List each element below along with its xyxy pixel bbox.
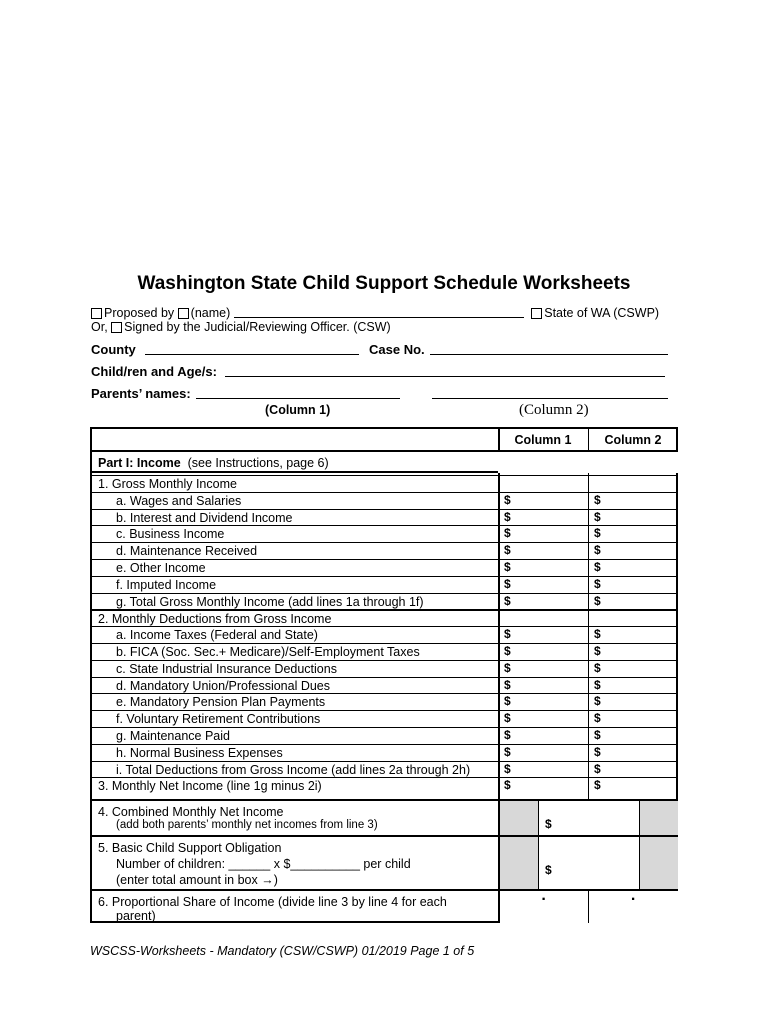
line2-item-row-col1-cell[interactable] (498, 711, 588, 728)
line4-dollar: $ (545, 817, 552, 831)
line2-item-row-col2-dollar: $ (594, 711, 601, 726)
name-field[interactable] (234, 305, 524, 318)
children-field[interactable] (225, 364, 665, 377)
line2-item-row-col1-cell[interactable] (498, 678, 588, 695)
line2-item-row-label: i. Total Deductions from Gross Income (add lines 2a through 2h) (116, 762, 471, 777)
line1-item-row-col1-cell[interactable] (498, 594, 588, 611)
line2-item-row-col2-dollar: $ (594, 644, 601, 658)
line1-item-row-col1-dollar: $ (504, 492, 511, 507)
children-line (91, 364, 665, 379)
line6-col1-dot: · (541, 891, 547, 908)
line1-item-row (92, 509, 676, 526)
line2-item-row-col1-dollar: $ (504, 694, 511, 709)
line2-item-row (92, 761, 676, 778)
line3-row-col2-cell[interactable] (588, 778, 678, 795)
line1-title-row (92, 475, 676, 492)
line1-item-row-col1-cell[interactable] (498, 510, 588, 527)
line2-item-row (92, 744, 676, 761)
state-wa-checkbox[interactable] (531, 308, 542, 319)
line2-item-row (92, 660, 676, 677)
line2-item-row (92, 643, 676, 660)
line5-note: (enter total amount in box →) (116, 873, 278, 887)
line6-col2[interactable] (589, 891, 678, 923)
col2-header: Column 2 (604, 433, 662, 447)
parent2-field[interactable] (432, 386, 668, 399)
line2-item-row-col2-cell[interactable] (588, 728, 678, 745)
column1-caption: (Column 1) (265, 403, 331, 417)
line2-item-row-label: f. Voluntary Retirement Contributions (116, 712, 321, 727)
line2-item-row-col1-cell[interactable] (498, 661, 588, 678)
line2-item-row-col2-dollar: $ (594, 728, 601, 742)
col1-divider-lower (498, 799, 500, 923)
line2-item-row (92, 727, 676, 744)
line2-item-row-col1-cell[interactable] (498, 644, 588, 661)
line5-children: Number of children: ______ x $__________ per child (116, 857, 411, 871)
line2-item-row-label: g. Maintenance Paid (116, 729, 230, 743)
line3-row-col1-dollar: $ (504, 778, 511, 793)
line2-item-row-col1-cell[interactable] (498, 627, 588, 644)
line6-note: parent) (116, 909, 156, 923)
county-line (91, 342, 668, 357)
case-no-field[interactable] (430, 342, 668, 355)
line2-item-row-label: b. FICA (Soc. Sec.+ Medicare)/Self-Employment Taxes (116, 645, 420, 659)
line2-item-row-col2-cell[interactable] (588, 678, 678, 695)
line5-shade-left (500, 837, 538, 889)
line1-item-row-col2-cell[interactable] (588, 577, 678, 594)
line4-note: (add both parents’ monthly net incomes from line 3) (116, 819, 378, 831)
line2-item-row-col1-cell[interactable] (498, 728, 588, 745)
page-title: Washington State Child Support Schedule Worksheets (137, 273, 631, 294)
line2-item-row-col2-dollar: $ (594, 694, 601, 709)
col1-header: Column 1 (514, 433, 572, 447)
line2-item-row-col2-dollar: $ (594, 660, 601, 675)
line2-item-row-col2-cell[interactable] (588, 711, 678, 728)
line1-item-row-col1-cell[interactable] (498, 543, 588, 560)
line1-item-row (92, 593, 676, 610)
line2-item-row-col2-cell[interactable] (588, 762, 678, 779)
state-wa-label: State of WA (CSWP) (544, 306, 660, 320)
line1-item-row-col1-cell[interactable] (498, 526, 588, 543)
line2-item-row-col2-dollar: $ (594, 627, 601, 642)
line1-item-row-col1-dollar: $ (504, 543, 511, 558)
proposed-checkbox[interactable] (91, 308, 102, 319)
line2-title-row-label: 2. Monthly Deductions from Gross Income (98, 612, 332, 627)
header-row (92, 429, 676, 452)
line6-col1[interactable] (500, 891, 588, 923)
county-field[interactable] (145, 342, 359, 355)
line2-item-row (92, 677, 676, 694)
line4-shade-right (640, 801, 678, 835)
income-table (90, 427, 678, 923)
parents-line (91, 386, 668, 401)
county-label: County (91, 342, 136, 357)
line1-item-row-label: d. Maintenance Received (116, 544, 258, 559)
line2-item-row-label: d. Mandatory Union/Professional Dues (116, 678, 331, 693)
line1-item-row-col1-dollar: $ (504, 509, 511, 524)
proposed-label: Proposed by (104, 306, 175, 320)
line1-item-row-col2-dollar: $ (594, 543, 601, 558)
line1-item-row-col1-cell[interactable] (498, 560, 588, 577)
line2-item-row-col1-cell[interactable] (498, 762, 588, 779)
line1-item-row-label: a. Wages and Salaries (116, 493, 242, 508)
line1-item-row-label: g. Total Gross Monthly Income (add lines 1a through 1f) (116, 594, 424, 609)
column2-caption: (Column 2) (519, 402, 589, 418)
line1-title-row-label: 1. Gross Monthly Income (98, 477, 237, 491)
part1-blank (498, 452, 678, 473)
line1-item-row (92, 525, 676, 542)
col2-divider-lower (588, 889, 589, 923)
line1-item-row-col2-dollar: $ (594, 560, 601, 574)
line5-box[interactable] (538, 837, 640, 889)
line1-item-row-col2-cell[interactable] (588, 493, 678, 510)
line3-row (92, 777, 676, 794)
line2-item-row-col2-cell[interactable] (588, 627, 678, 644)
line2-item-row-col1-dollar: $ (504, 627, 511, 642)
line3-row-col2-dollar: $ (594, 778, 601, 793)
line2-item-row-col2-cell[interactable] (588, 661, 678, 678)
page-footer: WSCSS-Worksheets - Mandatory (CSW/CSWP) 01/2019 Page 1 of 5 (90, 944, 475, 958)
signed-checkbox[interactable] (111, 322, 122, 333)
line1-item-row (92, 492, 676, 509)
line2-item-row-col1-dollar: $ (504, 711, 511, 726)
line1-item-row-col2-cell[interactable] (588, 510, 678, 527)
part1-title: Part I: Income (98, 456, 181, 470)
line2-item-row-label: h. Normal Business Expenses (116, 745, 283, 760)
line2-item-row-col1-dollar: $ (504, 660, 511, 675)
line2-item-row-label: c. State Industrial Insurance Deductions (116, 661, 337, 676)
proposed-line (91, 305, 659, 320)
line5-title: 5. Basic Child Support Obligation (98, 841, 282, 855)
line2-item-row (92, 710, 676, 727)
line1-item-row-col2-cell[interactable] (588, 560, 678, 577)
line2-item-row-col1-cell[interactable] (498, 694, 588, 711)
line2-item-row-label: e. Mandatory Pension Plan Payments (116, 695, 326, 710)
signed-line (91, 320, 391, 334)
line1-item-row-label: b. Interest and Dividend Income (116, 510, 293, 525)
line1-item-row (92, 559, 676, 576)
line1-item-row-col1-cell[interactable] (498, 577, 588, 594)
line3-row-label: 3. Monthly Net Income (line 1g minus 2i) (98, 779, 322, 794)
line4-box[interactable] (538, 801, 640, 835)
line6-col2-dot: · (630, 891, 637, 908)
signed-label: Signed by the Judicial/Reviewing Officer. (CSW) (124, 320, 391, 334)
line1-item-row-col1-dollar: $ (504, 576, 511, 591)
line1-item-row-col1-dollar: $ (504, 593, 511, 608)
line5-dollar: $ (545, 863, 552, 877)
line1-item-row-label: f. Imputed Income (116, 577, 217, 592)
parent1-field[interactable] (196, 386, 400, 399)
line1-item-row-col2-dollar: $ (594, 576, 601, 591)
line1-item-row-col1-cell[interactable] (498, 493, 588, 510)
line4-shade-left (500, 801, 538, 835)
line4-title: 4. Combined Monthly Net Income (98, 805, 284, 819)
line1-item-row-col2-dollar: $ (594, 593, 601, 608)
line2-item-row-col1-dollar: $ (504, 644, 511, 658)
line2-item-row-col1-dollar: $ (504, 677, 511, 692)
line1-item-row-col1-dollar: $ (504, 560, 511, 574)
line1-item-row (92, 542, 676, 559)
line1-item-row-col2-dollar: $ (594, 509, 601, 524)
line1-item-row (92, 576, 676, 593)
line1-item-row-col2-dollar: $ (594, 492, 601, 507)
part1-note: (see Instructions, page 6) (187, 456, 329, 470)
line2-item-row-col2-cell[interactable] (588, 745, 678, 762)
line2-item-row-col2-dollar: $ (594, 744, 601, 759)
line2-item-row-label: a. Income Taxes (Federal and State) (116, 628, 318, 643)
parents-label: Parents’ names: (91, 386, 191, 401)
line5-shade-right (640, 837, 678, 889)
line3-row-col1-cell[interactable] (498, 778, 588, 795)
line2-item-row-col2-cell[interactable] (588, 644, 678, 661)
name-checkbox[interactable] (178, 308, 189, 319)
line2-item-row-col1-dollar: $ (504, 744, 511, 759)
line1-item-row-label: e. Other Income (116, 561, 206, 575)
children-label: Child/ren and Age/s: (91, 364, 217, 379)
line1-item-row-col1-dollar: $ (504, 526, 511, 541)
line1-item-row-col2-cell[interactable] (588, 594, 678, 611)
or-label: Or, (91, 320, 108, 334)
line2-item-row-col1-cell[interactable] (498, 745, 588, 762)
line1-item-row-label: c. Business Income (116, 527, 225, 542)
line2-item-row-col1-dollar: $ (504, 761, 511, 776)
line2-item-row-col2-cell[interactable] (588, 694, 678, 711)
line2-item-row-col2-dollar: $ (594, 677, 601, 692)
line2-title-row (92, 609, 676, 626)
line1-item-row-col2-dollar: $ (594, 526, 601, 541)
line2-item-row-col1-dollar: $ (504, 728, 511, 742)
name-label: (name) (190, 306, 231, 320)
line2-item-row-col2-dollar: $ (594, 761, 601, 776)
line1-item-row-col2-cell[interactable] (588, 543, 678, 560)
line6-title: 6. Proportional Share of Income (divide line 3 by line 4 for each (98, 895, 447, 909)
line2-item-row (92, 626, 676, 643)
line2-item-row (92, 693, 676, 710)
case-no-label: Case No. (369, 342, 425, 357)
part1-label (98, 456, 329, 470)
line1-item-row-col2-cell[interactable] (588, 526, 678, 543)
